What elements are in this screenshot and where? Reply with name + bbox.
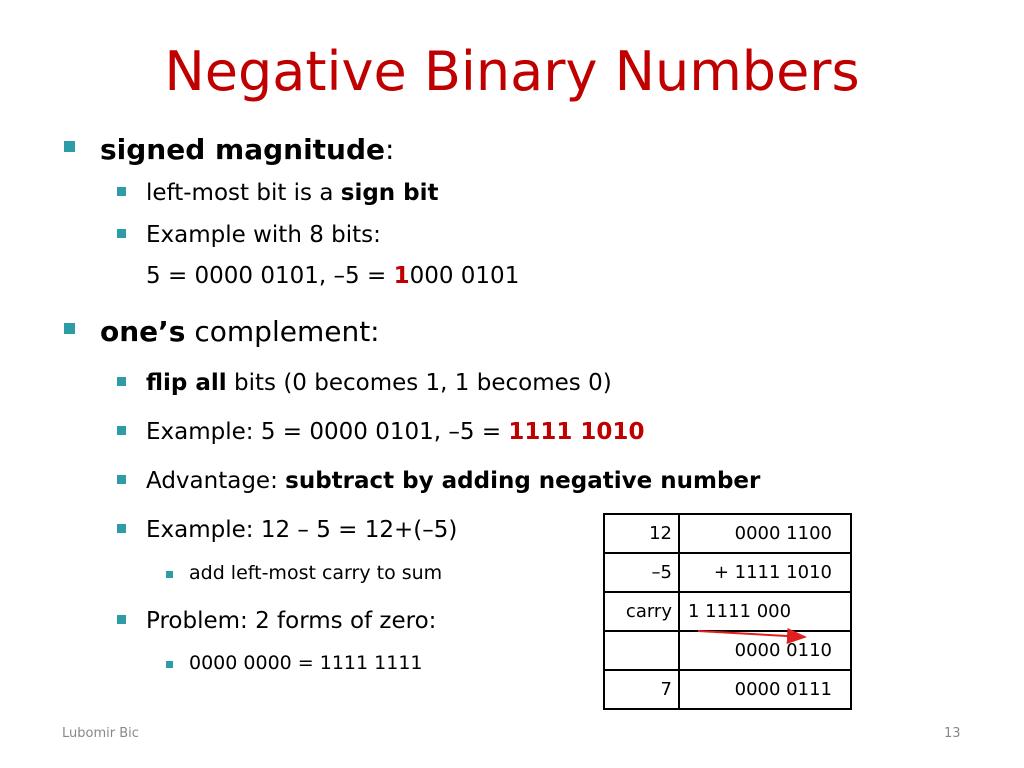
advantage-label: Advantage:	[146, 468, 286, 494]
row-label: 7	[604, 670, 679, 709]
page-number: 13	[944, 726, 961, 741]
sign-bit-highlight: 1	[393, 263, 410, 289]
row-label: 12	[604, 514, 679, 553]
flip-all-term: flip all	[146, 370, 227, 396]
row-value: 0000 0110	[679, 631, 851, 670]
example-8bits-line1: Example with 8 bits:	[146, 222, 381, 248]
complement-text: complement:	[185, 315, 380, 348]
zero-forms-item: 0000 0000 = 1111 1111	[189, 652, 423, 674]
problem-item: Problem: 2 forms of zero:	[146, 608, 437, 634]
ones-example-highlight: 1111 1010	[508, 419, 645, 445]
ones-term: one’s	[100, 315, 186, 348]
carry-note-item: add left-most carry to sum	[189, 562, 443, 584]
sign-bit-text: left-most bit is a	[146, 180, 341, 206]
row-value: 0000 1100	[679, 514, 851, 553]
signed-magnitude-term: signed magnitude	[100, 133, 386, 166]
sign-bit-term: sign bit	[340, 180, 439, 206]
row-value: 1 1111 000	[679, 592, 851, 631]
footer-author: Lubomir Bic	[62, 726, 139, 741]
subtraction-example-item: Example: 12 – 5 = 12+(–5)	[146, 517, 458, 543]
row-value: 0000 0111	[679, 670, 851, 709]
row-label: carry	[604, 592, 679, 631]
row-label: –5	[604, 553, 679, 592]
ones-example-text: Example: 5 = 0000 0101, –5 =	[146, 419, 509, 445]
row-value: + 1111 1010	[679, 553, 851, 592]
colon-text: :	[385, 133, 395, 166]
example-text-rest: 000 0101	[409, 263, 520, 289]
example-text: 5 = 0000 0101, –5 =	[146, 263, 394, 289]
advantage-text: subtract by adding negative number	[285, 468, 761, 494]
flip-all-text: bits (0 becomes 1, 1 becomes 0)	[226, 370, 612, 396]
slide-title: Negative Binary Numbers	[164, 40, 860, 103]
